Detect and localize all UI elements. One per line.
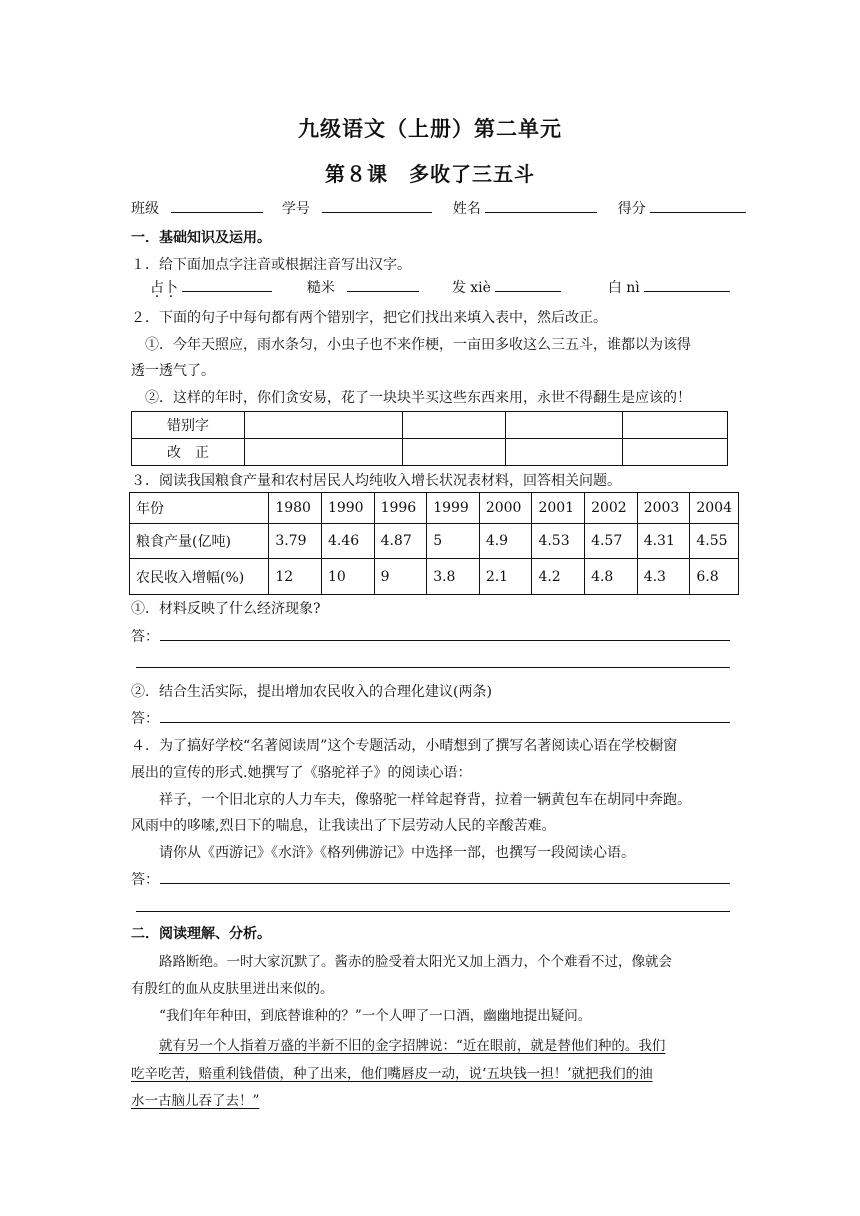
correction-cell[interactable] [245, 439, 403, 466]
class-label: 班级 [131, 201, 159, 217]
table-header-cell: 2003 [637, 493, 690, 524]
correction-cell[interactable] [403, 439, 506, 466]
passage-p1-line2: 有殷红的血从皮肤里迸出来似的。 [131, 981, 334, 997]
correction-cell[interactable] [506, 412, 623, 439]
answer-line[interactable] [160, 722, 730, 723]
passage-p3-line3: 水一古脑儿吞了去！” [131, 1093, 260, 1109]
q2-sentence1-line2: 透一透气了。 [131, 363, 215, 379]
q1-answer3[interactable] [495, 277, 561, 292]
table-cell: 3.79 [269, 524, 322, 559]
score-field[interactable] [650, 198, 746, 213]
table-header-cell: 1999 [427, 493, 480, 524]
table-row [130, 524, 739, 559]
table-cell: 4.8 [585, 559, 638, 595]
correction-cell[interactable] [245, 412, 403, 439]
score-label: 得分 [617, 201, 646, 217]
table-cell: 12 [269, 559, 322, 595]
table-cell: 9 [374, 559, 427, 595]
correction-table [131, 411, 728, 466]
correction-cell[interactable] [623, 439, 728, 466]
q4-task: 请你从《西游记》《水浒》《格列佛游记》中选择一部，也撰写一段阅读心语。 [159, 845, 635, 861]
correction-label-wrong: 错别字 [132, 412, 245, 439]
id-label: 学号 [281, 201, 310, 217]
q2-sentence2: ②．这样的年时，你们贪安易，花了一块块半买这些东西来用，永世不得翻生是应该的！ [145, 390, 691, 406]
correction-cell[interactable] [623, 412, 728, 439]
table-header-cell: 2002 [585, 493, 638, 524]
q1-item4: 白 nì [607, 280, 640, 296]
q1-item2: 糙米 [306, 280, 335, 296]
id-field[interactable] [322, 198, 432, 213]
table-cell: 4.3 [637, 559, 690, 595]
table-cell: 农民收入增幅(%) [130, 559, 269, 595]
q1-answer1[interactable] [182, 277, 272, 292]
table-cell: 4.87 [374, 524, 427, 559]
lesson-title: 第８课 多收了三五斗 [325, 162, 535, 186]
answer-line[interactable] [136, 911, 730, 912]
q1-answer2[interactable] [347, 277, 419, 292]
q3-sub2: ②．结合生活实际，提出增加农民收入的合理化建议(两条) [131, 684, 492, 700]
section2-heading: 二．阅读理解、分析。 [131, 926, 271, 942]
q3-sub1: ①．材料反映了什么经济现象? [131, 601, 321, 617]
table-row [130, 559, 739, 595]
correction-label-fix: 改 正 [132, 439, 245, 466]
q2-prompt: ２．下面的句子中每句都有两个错别字，把它们找出来填入表中，然后改正。 [131, 310, 607, 326]
answer-line[interactable] [160, 883, 730, 884]
page-title: 九级语文（上册）第二单元 [298, 116, 562, 141]
table-cell: 粮食产量(亿吨) [130, 524, 269, 559]
q3-prompt: ３．阅读我国粮食产量和农村居民人均纯收入增长状况表材料，回答相关问题。 [131, 473, 621, 489]
q4-line2: 展出的宣传的形式.她撰写了《骆驼祥子》的阅读心语： [131, 765, 472, 781]
passage-p2: “我们年年种田，到底替谁种的？”一个人呷了一口酒，幽幽地提出疑问。 [159, 1008, 592, 1024]
q1-answer4[interactable] [644, 277, 730, 292]
table-header-cell: 2004 [690, 493, 739, 524]
table-cell: 5 [427, 524, 480, 559]
class-field[interactable] [171, 198, 263, 213]
q4-quote2: 风雨中的哆嗦,烈日下的喘息，让我读出了下层劳动人民的辛酸苦难。 [131, 818, 556, 834]
passage-p1-line1: 路路断绝。一时大家沉默了。酱赤的脸受着太阳光又加上酒力，个个难看不过，像就会 [159, 954, 672, 970]
q3-answer1-label: 答： [131, 629, 159, 645]
q4-answer-label: 答： [131, 872, 159, 888]
table-cell: 4.46 [321, 524, 374, 559]
q2-sentence1-line1: ①．今年天照应，雨水条匀，小虫子也不来作梗，一亩田多收这么三五斗，谁都以为该得 [145, 337, 691, 353]
table-header-row [130, 493, 739, 524]
table-cell: 3.8 [427, 559, 480, 595]
data-table [129, 492, 739, 595]
table-cell: 4.31 [637, 524, 690, 559]
name-label: 姓名 [452, 201, 481, 217]
table-cell: 4.55 [690, 524, 739, 559]
q1-item3: 发 xiè [451, 280, 491, 296]
table-cell: 4.9 [479, 524, 532, 559]
table-header-cell: 1990 [321, 493, 374, 524]
q1-char2: 卜 [164, 280, 178, 296]
table-header-cell: 年份 [130, 493, 269, 524]
q1-items [150, 277, 730, 297]
table-header-cell: 1996 [374, 493, 427, 524]
table-header-cell: 1980 [269, 493, 322, 524]
table-header-cell: 2001 [532, 493, 585, 524]
answer-line[interactable] [136, 667, 730, 668]
q4-line1: ４．为了搞好学校“名著阅读周”这个专题活动，小晴想到了撰写名著阅读心语在学校橱窗 [131, 738, 678, 754]
table-cell: 10 [321, 559, 374, 595]
table-cell: 4.2 [532, 559, 585, 595]
table-cell: 4.53 [532, 524, 585, 559]
table-cell: 2.1 [479, 559, 532, 595]
q4-quote1: 祥子，一个旧北京的人力车夫，像骆驼一样耸起脊背，拉着一辆黄包车在胡同中奔跑。 [159, 792, 691, 808]
q1-char1: 占 [150, 280, 164, 296]
passage-p3-line2: 吃辛吃苦，赔重利钱借债，种了出来，他们嘴唇皮一动，说‘五块钱一担！’就把我们的油 [131, 1066, 653, 1082]
table-header-cell: 2000 [479, 493, 532, 524]
q3-answer2-label: 答： [131, 711, 159, 727]
table-cell: 6.8 [690, 559, 739, 595]
q1-prompt: １．给下面加点字注音或根据注音写出汉字。 [131, 257, 411, 273]
passage-p3-line1: 就有另一个人指着万盛的半新不旧的金字招牌说：“近在眼前，就是替他们种的。我们 [159, 1038, 666, 1054]
correction-cell[interactable] [506, 439, 623, 466]
section1-heading: 一．基础知识及运用。 [131, 230, 271, 246]
correction-cell[interactable] [403, 412, 506, 439]
info-line [131, 198, 746, 218]
table-cell: 4.57 [585, 524, 638, 559]
name-field[interactable] [485, 198, 597, 213]
answer-line[interactable] [160, 640, 730, 641]
